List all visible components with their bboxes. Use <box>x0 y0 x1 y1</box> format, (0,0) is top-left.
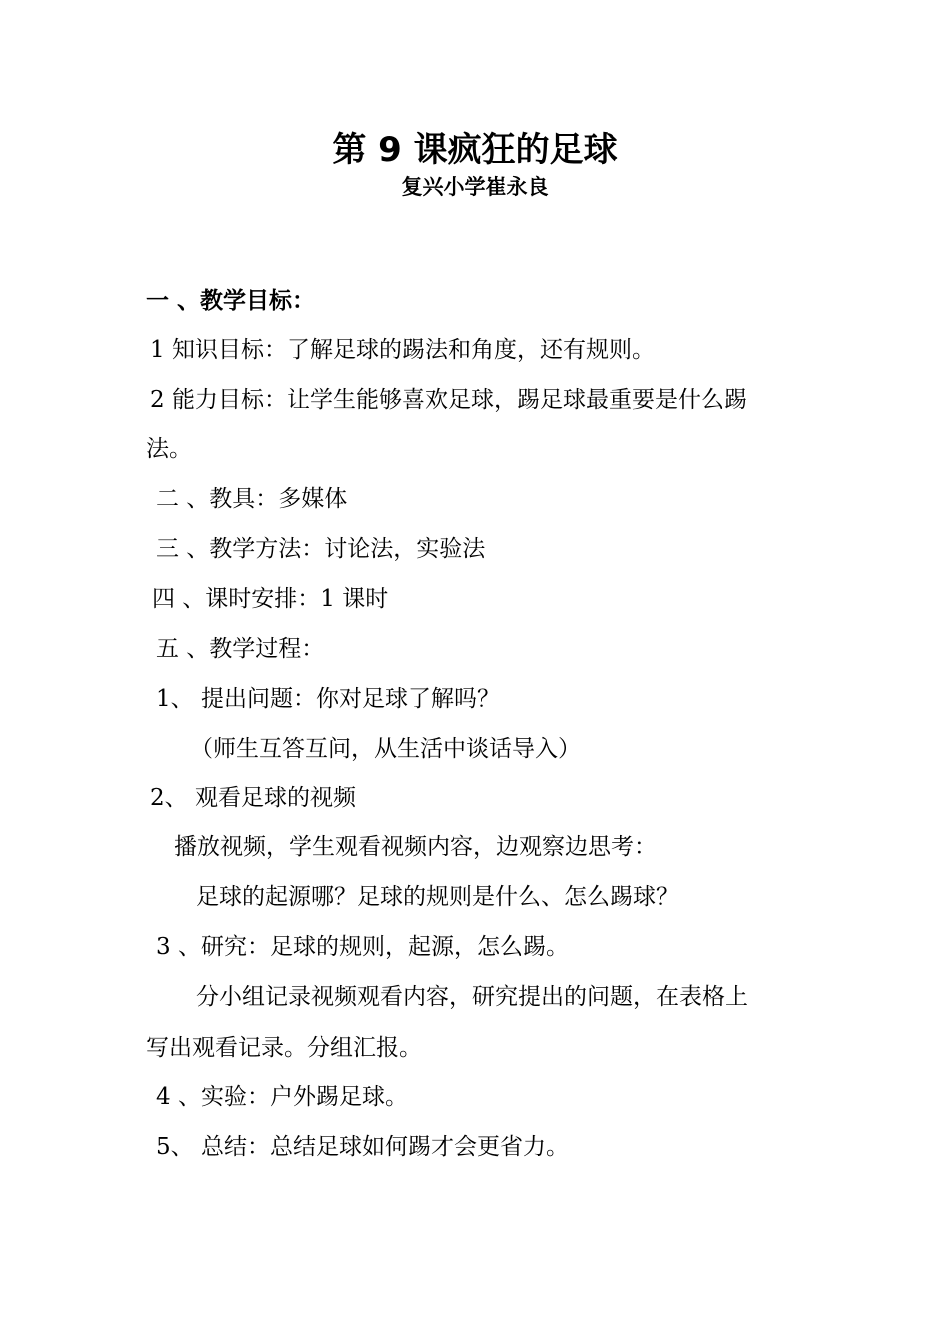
document-title: 第 9 课疯狂的足球 <box>332 130 618 170</box>
objective-ability: 2 能力目标：让学生能够喜欢足球，踢足球最重要是什么踢 <box>150 387 747 413</box>
process-step-5: 5、 总结：总结足球如何踢才会更省力。 <box>156 1134 569 1160</box>
section-heading-process: 五 、教学过程： <box>156 636 325 662</box>
process-step-1: 1、 提出问题：你对足球了解吗？ <box>156 686 500 712</box>
process-step-3: 3 、研究：足球的规则，起源，怎么踢。 <box>156 934 569 960</box>
process-step-2-detail: 播放视频，学生观看视频内容，边观察边思考： <box>174 834 657 860</box>
process-step-2-questions: 足球的起源哪？足球的规则是什么、怎么踢球？ <box>196 884 679 910</box>
section-heading-tools: 二 、教具：多媒体 <box>156 486 348 512</box>
process-step-1-note: （师生互答互问，从生活中谈话导入） <box>190 736 581 762</box>
section-heading-methods: 三 、教学方法：讨论法，实验法 <box>156 536 486 562</box>
objective-ability-continued: 法。 <box>146 436 192 462</box>
objective-knowledge: 1 知识目标：了解足球的踢法和角度，还有规则。 <box>150 337 655 363</box>
process-step-3-detail: 分小组记录视频观看内容，研究提出的问题，在表格上 <box>196 984 748 1010</box>
process-step-3-detail-continued: 写出观看记录。分组汇报。 <box>146 1035 422 1061</box>
section-heading-objectives: 一 、教学目标： <box>146 288 316 314</box>
process-step-4: 4 、实验：户外踢足球。 <box>156 1084 408 1110</box>
section-heading-schedule: 四 、课时安排：1 课时 <box>152 586 389 612</box>
document-author: 复兴小学崔永良 <box>401 175 549 199</box>
process-step-2: 2、 观看足球的视频 <box>150 785 356 811</box>
